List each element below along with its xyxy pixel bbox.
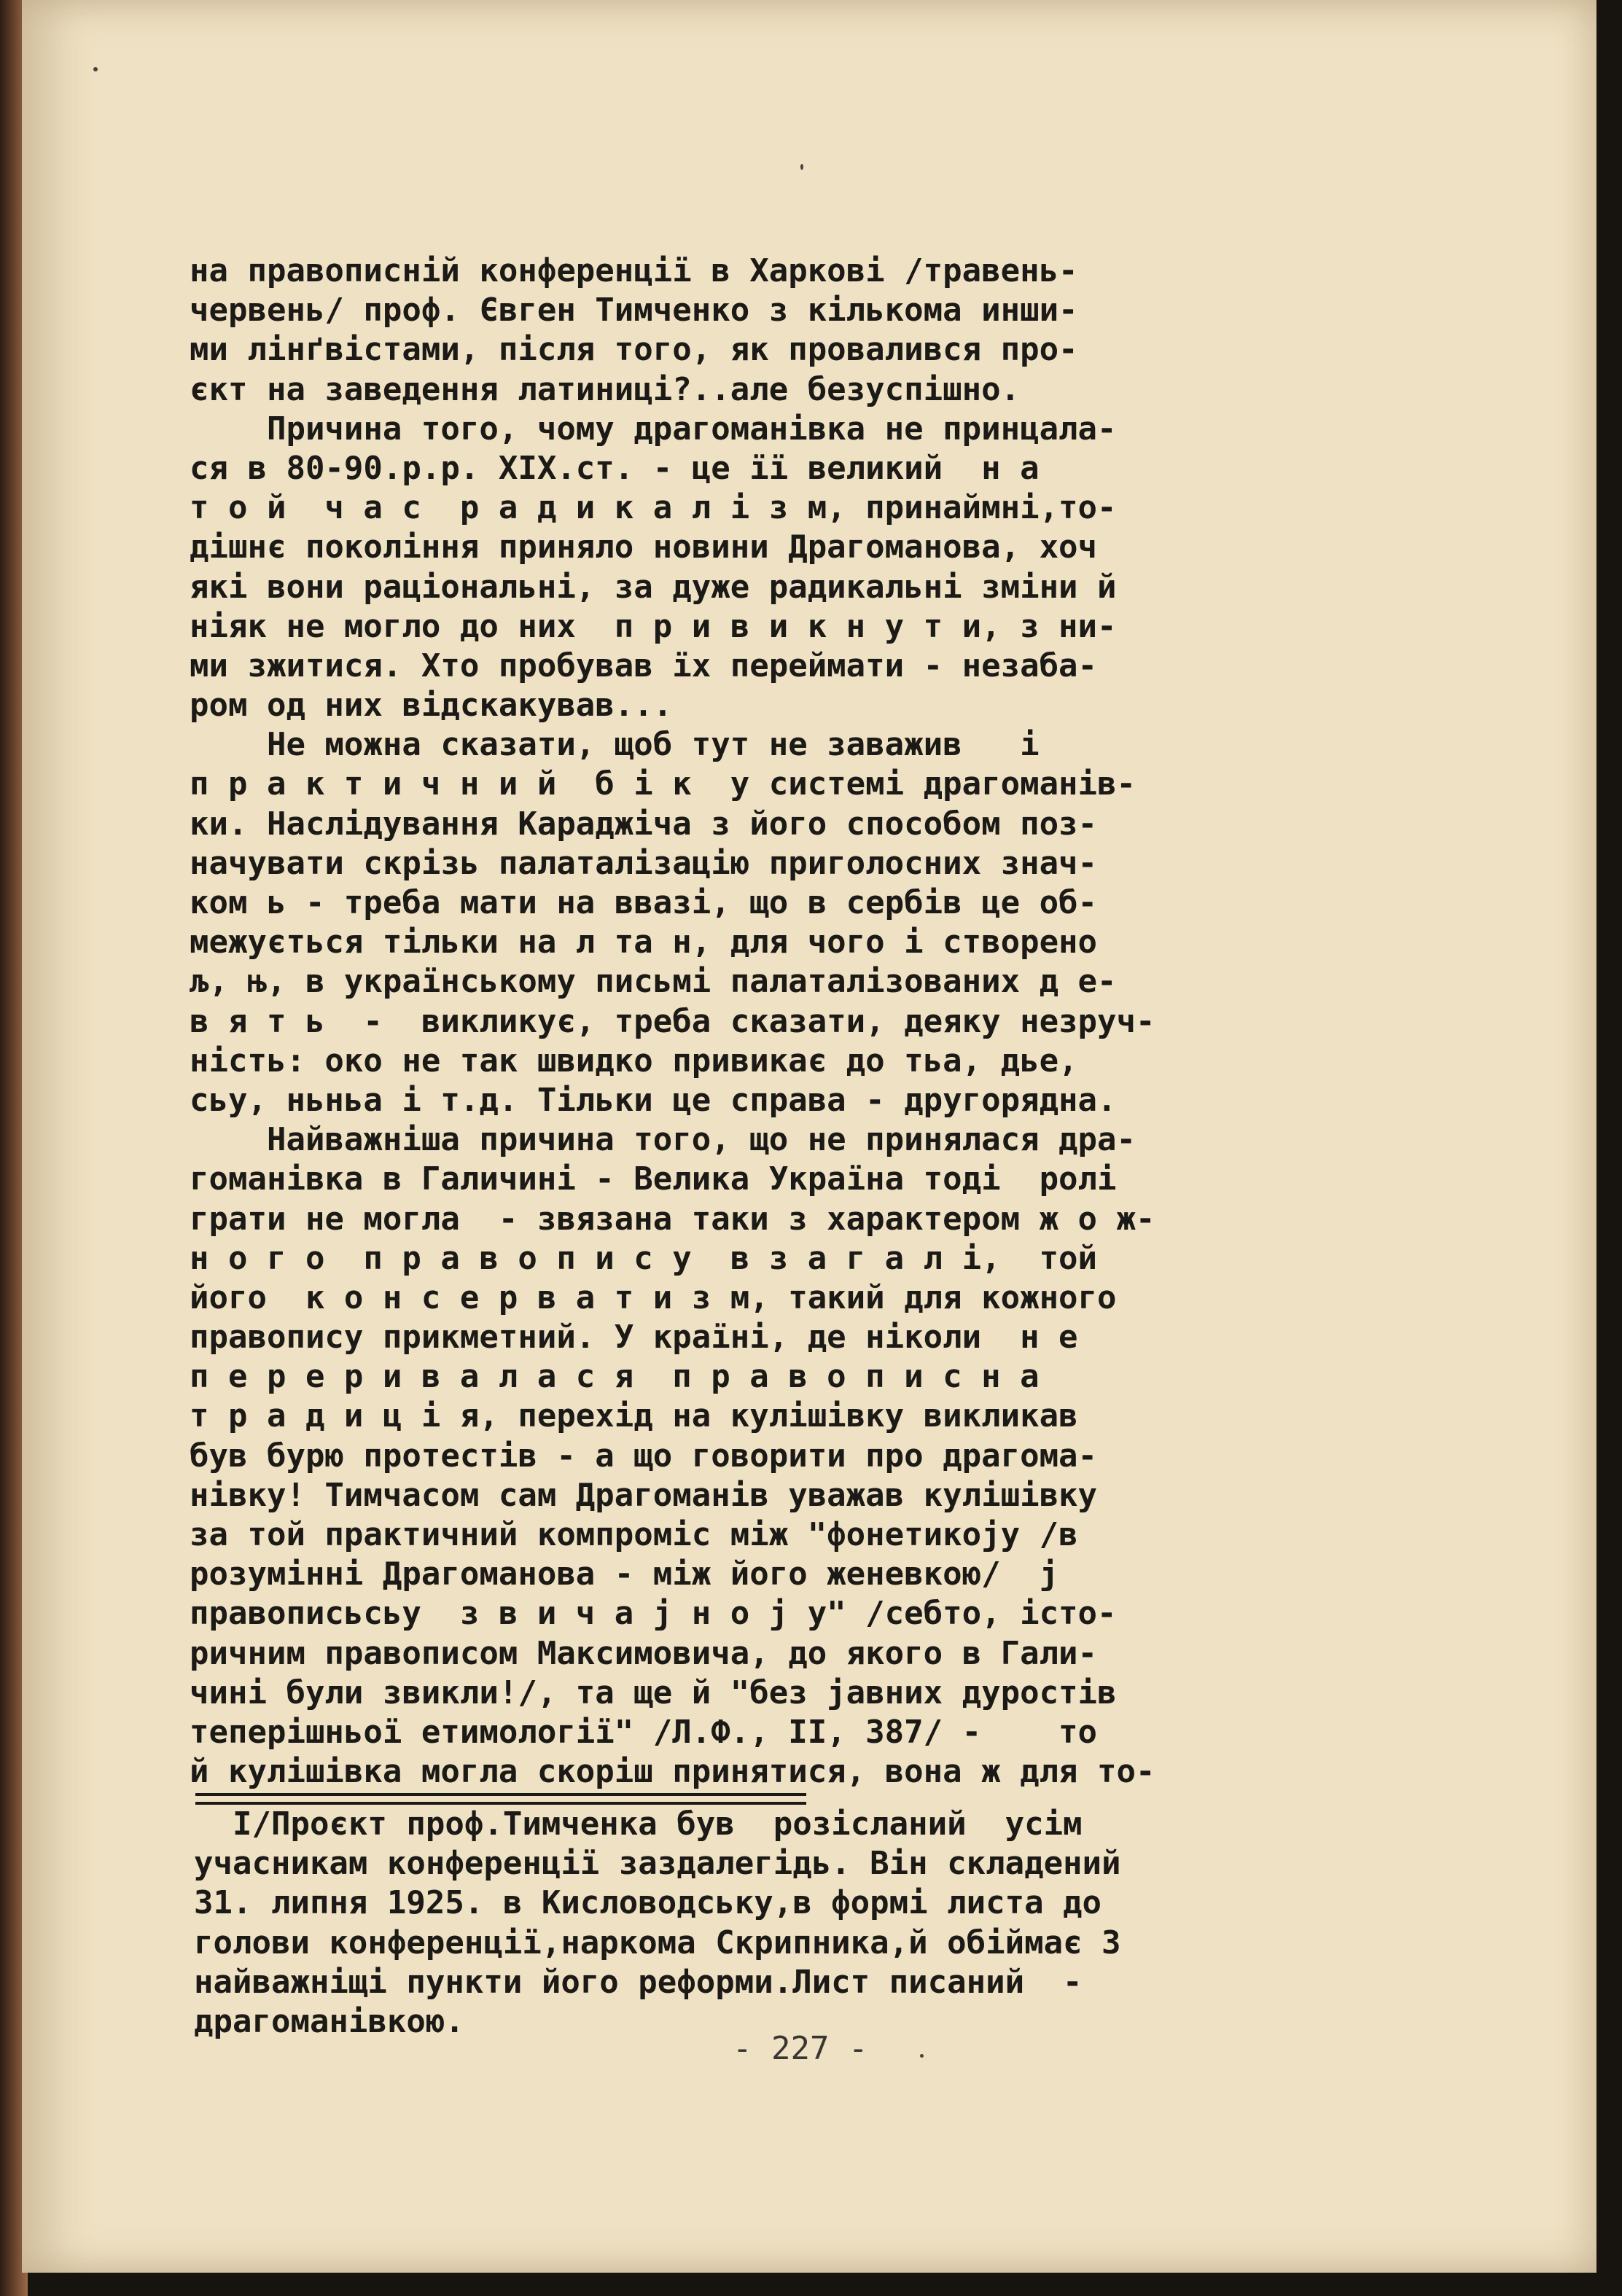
text-line: ком ь - треба мати на ввазі, що в сербів це об-: [190, 884, 1098, 921]
text-line: љ, њ, в українському письмі палаталізованих д е-: [190, 963, 1117, 1001]
text-line: п р а к т и ч н и й б і к у системі драгоманів-: [190, 765, 1136, 803]
page-number: - 227 -: [733, 2030, 868, 2067]
text-line: був бурю протестів - а що говорити про драгома-: [190, 1437, 1098, 1475]
text-line: грати не могла - звязана таки з характером ж о ж-: [190, 1200, 1155, 1238]
text-line: дішнє покоління приняло новини Драгоманова, хоч: [190, 528, 1098, 566]
text-line: ся в 80-90.р.р. XIX.ст. - це її великий н а: [190, 449, 1040, 487]
footnote: [194, 1804, 1462, 2041]
paper-speck: [93, 67, 98, 71]
text-line: теперішньої етимології" /Л.Ф., II, 387/ - то: [190, 1713, 1098, 1751]
text-line: ми зжитися. Хто пробував їх переймати - незаба-: [190, 647, 1098, 684]
paper-speck: [800, 164, 803, 170]
text-line: гоманівка в Галичині - Велика Україна тоді ролі: [190, 1160, 1117, 1198]
text-line: розумінні Драгоманова - між його женевкою/ ј: [190, 1555, 1059, 1593]
footnote-separator: [195, 1793, 806, 1796]
text-line: в я т ь - викликує, треба сказати, деяку незруч-: [190, 1002, 1155, 1040]
text-line: т р а д и ц і я, перехід на кулішівку викликав: [190, 1397, 1078, 1435]
text-line: Найважніша причина того, що не принялася дра-: [190, 1121, 1136, 1159]
text-line: сьу, ньньа і т.д. Тільки це справа - другорядна.: [190, 1081, 1117, 1119]
text-line: чині були звикли!/, та ще й "без јавних дуростів: [190, 1674, 1117, 1711]
text-line: ми лінґвістами, після того, як провалився про-: [190, 331, 1078, 369]
text-line: єкт на заведення латиниці?..але безуспішно.: [190, 370, 1021, 408]
text-line: правописьсьу з в и ч а ј н о ј у" /себто, істо-: [190, 1595, 1117, 1633]
footnote-line: голови конференції,наркома Скрипника,й обіймає 3: [194, 1924, 1121, 1961]
text-line: ніяк не могло до них п р и в и к н у т и, з ни-: [190, 607, 1117, 645]
text-line: ки. Наслідування Караджіча з його способом поз-: [190, 805, 1098, 843]
text-line: нівку! Тимчасом сам Драгоманів уважав кулішівку: [190, 1476, 1098, 1514]
text-line: й кулішівка могла скоріш принятися, вона ж для то-: [190, 1753, 1155, 1791]
text-line: на правописній конференції в Харкові /травень-: [190, 252, 1078, 289]
footnote-line: учасникам конференції заздалегідь. Він складений: [194, 1845, 1121, 1883]
book-page: [22, 0, 1596, 2273]
text-line: його к о н с е р в а т и з м, такий для кожного: [190, 1278, 1117, 1316]
footnote-line: найважніщі пункти його реформи.Лист писаний -: [194, 1963, 1083, 2001]
text-line: начувати скрізь палаталізацію приголосних знач-: [190, 844, 1098, 882]
text-line: червень/ проф. Євген Тимченко з кількома инши-: [190, 292, 1078, 329]
text-line: ричним правописом Максимовича, до якого в Гали-: [190, 1634, 1098, 1672]
text-line: межується тільки на л та н, для чого і створено: [190, 924, 1098, 961]
text-line: правопису прикметний. У країні, де ніколи н е: [190, 1319, 1078, 1356]
text-line: які вони раціональні, за дуже радикальні зміни й: [190, 568, 1117, 606]
text-line: ність: око не так швидко привикає до тьа, дье,: [190, 1042, 1078, 1079]
footnote-line: 31. липня 1925. в Кисловодську,в формі листа до: [194, 1884, 1102, 1922]
main-text: [190, 251, 1458, 1792]
text-line: за той практичний компроміс між "фонетикоју /в: [190, 1516, 1078, 1553]
text-line: ром од них відскакував...: [190, 687, 673, 725]
text-line: Не можна сказати, щоб тут не заважив і: [190, 726, 1040, 764]
paper-speck: [920, 2054, 924, 2058]
text-line: п е р е р и в а л а с я п р а в о п и с н а: [190, 1358, 1040, 1396]
text-line: н о г о п р а в о п и с у в з а г а л і, той: [190, 1239, 1098, 1277]
text-line: т о й ч а с р а д и к а л і з м, принаймні,то-: [190, 489, 1117, 527]
footnote-line: драгоманівкою.: [194, 2002, 464, 2040]
footnote-line: I/Проєкт проф.Тимченка був розісланий усім: [194, 1805, 1083, 1843]
text-line: Причина того, чому драгоманівка не принцала-: [190, 410, 1117, 448]
